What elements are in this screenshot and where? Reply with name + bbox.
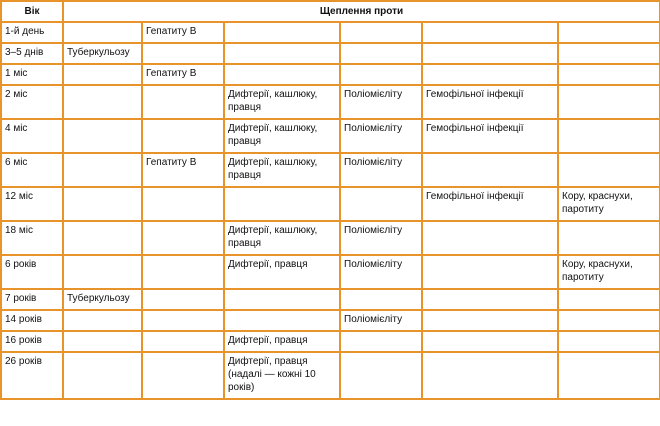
table-row	[1, 187, 660, 221]
vaccine-cell: Поліомієліту	[340, 119, 422, 153]
vaccine-cell	[340, 289, 422, 310]
vaccine-cell	[142, 352, 224, 399]
vaccine-cell: Гемофільної інфекції	[422, 187, 558, 221]
age-cell: 4 міс	[1, 119, 63, 153]
vaccine-cell: Гемофільної інфекції	[422, 85, 558, 119]
table-row	[1, 43, 660, 64]
vaccine-cell: Дифтерії, правця	[224, 255, 340, 289]
vaccine-cell	[340, 64, 422, 85]
age-cell: 14 років	[1, 310, 63, 331]
age-cell: 1 міс	[1, 64, 63, 85]
table-row	[1, 64, 660, 85]
table-row	[1, 331, 660, 352]
vaccine-cell	[558, 153, 660, 187]
age-cell: 2 міс	[1, 85, 63, 119]
table-row	[1, 310, 660, 331]
vaccine-cell	[63, 221, 142, 255]
vaccine-cell	[142, 119, 224, 153]
vaccine-cell	[558, 331, 660, 352]
age-cell: 1-й день	[1, 22, 63, 43]
vaccine-cell	[558, 22, 660, 43]
table-row	[1, 153, 660, 187]
schedule-body	[1, 22, 660, 399]
vaccine-cell	[422, 64, 558, 85]
vaccine-cell	[422, 352, 558, 399]
vaccine-cell	[63, 187, 142, 221]
vaccine-cell	[558, 119, 660, 153]
age-column-header: Вік	[1, 1, 63, 22]
vaccine-cell	[224, 187, 340, 221]
table-row	[1, 119, 660, 153]
vaccine-cell	[422, 289, 558, 310]
vaccine-cell	[422, 43, 558, 64]
age-cell: 26 років	[1, 352, 63, 399]
vaccine-cell	[224, 43, 340, 64]
table-row	[1, 255, 660, 289]
vaccine-cell	[142, 187, 224, 221]
vaccine-cell	[340, 187, 422, 221]
vaccine-cell: Гепатиту В	[142, 153, 224, 187]
vaccine-cell: Кору, краснухи, паротиту	[558, 255, 660, 289]
vaccine-cell	[63, 22, 142, 43]
vaccine-cell	[63, 85, 142, 119]
vaccine-cell: Туберкульозу	[63, 43, 142, 64]
vaccine-cell	[422, 221, 558, 255]
vaccine-cell: Дифтерії, кашлюку, правця	[224, 85, 340, 119]
age-cell: 6 років	[1, 255, 63, 289]
table-row	[1, 85, 660, 119]
vaccine-cell	[63, 64, 142, 85]
age-cell: 3–5 днів	[1, 43, 63, 64]
vaccine-cell	[340, 43, 422, 64]
vaccine-cell: Дифтерії, кашлюку, правця	[224, 153, 340, 187]
vaccine-cell	[142, 43, 224, 64]
table-row	[1, 22, 660, 43]
age-cell: 18 міс	[1, 221, 63, 255]
age-cell: 16 років	[1, 331, 63, 352]
vaccine-cell	[224, 64, 340, 85]
vaccine-cell: Гемофільної інфекції	[422, 119, 558, 153]
vaccine-cell	[422, 22, 558, 43]
vaccination-column-header: Щеплення проти	[63, 1, 660, 22]
vaccine-cell: Дифтерії, правця	[224, 331, 340, 352]
vaccine-cell	[558, 310, 660, 331]
vaccine-cell	[422, 310, 558, 331]
vaccine-cell	[224, 310, 340, 331]
vaccine-cell: Гепатиту В	[142, 22, 224, 43]
table-row	[1, 352, 660, 399]
vaccine-cell	[422, 331, 558, 352]
vaccine-cell: Поліомієліту	[340, 85, 422, 119]
vaccine-cell: Дифтерії, кашлюку, правця	[224, 221, 340, 255]
vaccine-cell: Поліомієліту	[340, 221, 422, 255]
vaccine-cell	[63, 255, 142, 289]
vaccine-cell: Поліомієліту	[340, 310, 422, 331]
vaccine-cell	[142, 221, 224, 255]
vaccine-cell	[558, 43, 660, 64]
vaccine-cell	[142, 289, 224, 310]
vaccine-cell	[558, 64, 660, 85]
vaccine-cell	[63, 310, 142, 331]
vaccine-cell	[142, 255, 224, 289]
age-cell: 7 років	[1, 289, 63, 310]
vaccine-cell	[142, 331, 224, 352]
vaccine-cell	[142, 310, 224, 331]
vaccine-cell	[422, 255, 558, 289]
vaccine-cell	[142, 85, 224, 119]
vaccine-cell: Дифтерії, правця (надалі — кожні 10 років)	[224, 352, 340, 399]
vaccine-cell: Кору, краснухи, паротиту	[558, 187, 660, 221]
vaccine-cell	[422, 153, 558, 187]
vaccine-cell	[224, 22, 340, 43]
table-row	[1, 221, 660, 255]
vaccine-cell: Поліомієліту	[340, 153, 422, 187]
vaccine-cell	[558, 85, 660, 119]
vaccine-cell	[558, 221, 660, 255]
vaccine-cell	[63, 119, 142, 153]
header-row	[1, 1, 660, 22]
age-cell: 6 міс	[1, 153, 63, 187]
vaccine-cell	[340, 331, 422, 352]
vaccine-cell: Гепатиту В	[142, 64, 224, 85]
vaccine-cell	[340, 352, 422, 399]
vaccine-cell	[558, 289, 660, 310]
vaccine-cell: Туберкульозу	[63, 289, 142, 310]
vaccine-cell	[63, 153, 142, 187]
age-cell: 12 міс	[1, 187, 63, 221]
vaccine-cell	[63, 331, 142, 352]
vaccine-cell	[63, 352, 142, 399]
vaccine-cell	[340, 22, 422, 43]
table-row	[1, 289, 660, 310]
vaccine-cell	[224, 289, 340, 310]
vaccine-cell: Поліомієліту	[340, 255, 422, 289]
vaccine-cell: Дифтерії, кашлюку, правця	[224, 119, 340, 153]
vaccine-cell	[558, 352, 660, 399]
